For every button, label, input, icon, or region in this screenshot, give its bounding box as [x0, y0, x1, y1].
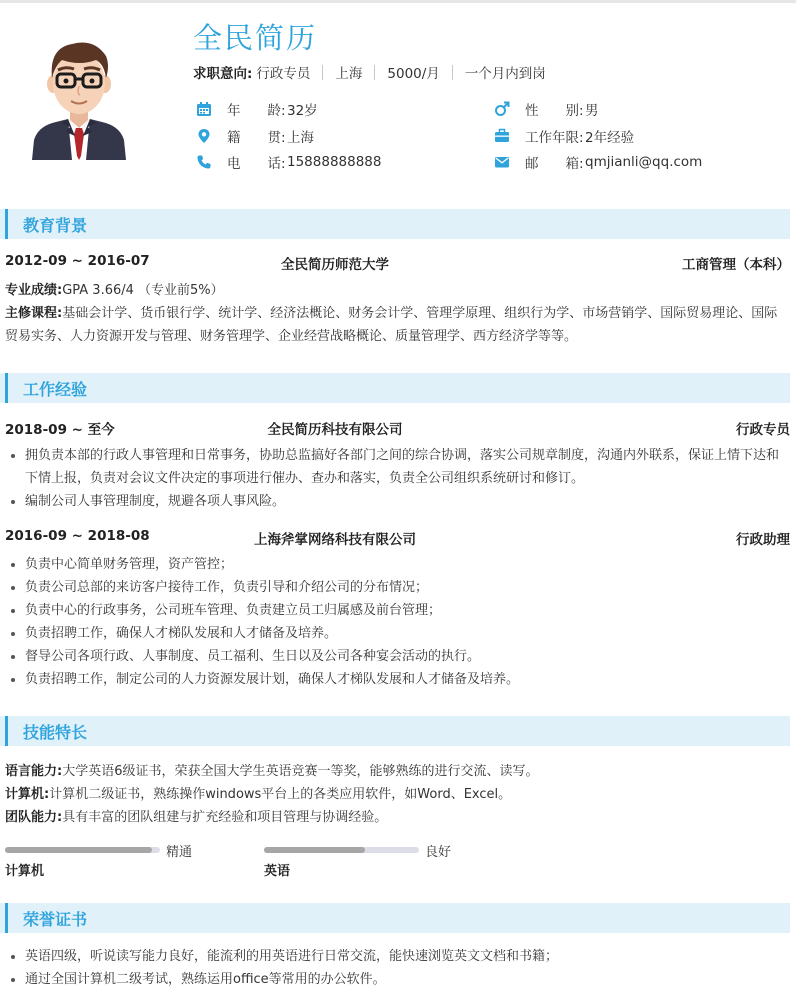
skill-level-label: 良好 — [425, 845, 452, 860]
info-value: 32岁 — [287, 103, 318, 119]
skill-text: 计算机二级证书，熟练操作windows平台上的各类应用软件，如Word、Excel。 — [49, 787, 512, 802]
gpa-line — [5, 279, 790, 302]
skill-text: 大学英语6级证书，荣获全国大学生英语竞赛一等奖，能够熟练的进行交流、读写。 — [62, 764, 539, 779]
courses-label: 主修课程: — [5, 306, 63, 321]
phone-icon — [195, 153, 213, 171]
intent-position: 行政专员 — [256, 66, 311, 82]
section-title: 工作经验 — [23, 380, 88, 399]
section-title: 技能特长 — [23, 723, 88, 742]
gpa-value: GPA 3.66/4 （专业前5%） — [62, 283, 224, 298]
job-company: 全民简历科技有限公司 — [267, 422, 403, 438]
list-item: 督导公司各项行政、人事制度、员工福利、生日以及公司各种宴会活动的执行。 — [5, 645, 790, 668]
skill-level-fill — [264, 847, 365, 853]
skill-level-bar — [5, 847, 160, 853]
skill-line — [5, 760, 790, 783]
skill-name: 英语 — [264, 864, 291, 879]
education-period: 2012-09 ~ 2016-07 — [5, 253, 150, 269]
courses-line — [5, 302, 790, 348]
list-item: 负责招聘工作，制定公司的人力资源发展计划，确保人才梯队发展和人才储备及培养。 — [5, 668, 790, 691]
education-details — [5, 279, 790, 348]
job-period: 2018-09 ~ 至今 — [5, 422, 115, 438]
intent-divider — [322, 65, 323, 80]
location-pin-icon — [195, 127, 213, 145]
info-gender — [493, 99, 599, 119]
info-email — [493, 152, 702, 172]
list-item: 英语四级，听说读写能力良好，能流利的用英语进行日常交流，能快速浏览英文文档和书籍； — [5, 945, 790, 968]
list-item: 通过全国计算机二级考试，熟练运用office等常用的办公软件。 — [5, 968, 790, 991]
intent-availability: 一个月内到岗 — [464, 66, 546, 82]
job-duties — [5, 444, 790, 513]
skill-level-fill — [5, 847, 152, 853]
list-item: 编制公司人事管理制度，规避各项人事风险。 — [5, 490, 790, 513]
info-label: 性 别: — [525, 103, 584, 119]
skill-label: 计算机: — [5, 787, 50, 802]
gpa-label: 专业成绩: — [5, 283, 63, 298]
education-major: 工商管理（本科） — [682, 257, 790, 273]
honors-list — [5, 945, 790, 991]
section-accent-bar — [5, 209, 8, 239]
info-experience — [493, 126, 634, 146]
info-hometown — [195, 126, 314, 146]
list-item: 负责中心的行政事务，公司班车管理、负责建立员工归属感及前台管理； — [5, 599, 790, 622]
job-duties — [5, 553, 790, 691]
education-school: 全民简历师范大学 — [281, 257, 389, 273]
section-honors-header — [0, 903, 790, 933]
list-item: 负责招聘工作，确保人才梯队发展和人才储备及培养。 — [5, 622, 790, 645]
section-work-header — [0, 373, 790, 403]
section-title: 教育背景 — [23, 216, 88, 235]
skill-line — [5, 783, 790, 806]
info-age — [195, 99, 318, 119]
job-period: 2016-09 ~ 2018-08 — [5, 528, 150, 544]
info-value: 15888888888 — [287, 154, 382, 170]
courses-value: 基础会计学、货币银行学、统计学、经济法概论、财务会计学、管理学原理、组织行为学、市场营销学、国际贸易理论、国际贸易实务、人力资源开发与管理、财务管理学、企业经营战略概论、质量管理学、西方经济学等等。 — [5, 306, 778, 344]
job-position: 行政助理 — [736, 532, 790, 548]
job-intent — [193, 62, 546, 82]
skill-label: 团队能力: — [5, 810, 63, 825]
job-row — [5, 528, 790, 548]
info-value: 上海 — [287, 130, 314, 146]
candidate-name: 全民简历 — [193, 21, 318, 55]
skill-name: 计算机 — [5, 864, 45, 879]
skill-line — [5, 806, 790, 829]
job-company: 上海斧掌网络科技有限公司 — [254, 532, 416, 548]
info-label: 电 话: — [227, 156, 286, 172]
info-value: qmjianli@qq.com — [585, 154, 703, 170]
info-label: 工作年限: — [525, 130, 584, 146]
section-title: 荣誉证书 — [23, 910, 88, 929]
skill-level-label: 精通 — [166, 845, 193, 860]
intent-divider — [374, 65, 375, 80]
intent-city: 上海 — [335, 66, 363, 82]
section-skills-header — [0, 716, 790, 746]
info-label: 年 龄: — [227, 103, 286, 119]
list-item: 负责中心简单财务管理，资产管控； — [5, 553, 790, 576]
mail-icon — [493, 153, 511, 171]
briefcase-icon — [493, 127, 511, 145]
info-label: 籍 贯: — [227, 130, 286, 146]
calendar-icon — [195, 100, 213, 118]
info-label: 邮 箱: — [525, 156, 584, 172]
intent-salary: 5000/月 — [387, 66, 440, 82]
skill-label: 语言能力: — [5, 764, 63, 779]
avatar — [22, 28, 137, 160]
intent-divider — [452, 65, 453, 80]
job-position: 行政专员 — [736, 422, 790, 438]
section-education-header — [0, 209, 790, 239]
job-intent-label: 求职意向: — [193, 66, 253, 82]
info-phone — [195, 152, 381, 172]
list-item: 负责公司总部的来访客户接待工作，负责引导和介绍公司的分布情况； — [5, 576, 790, 599]
skill-text: 具有丰富的团队组建与扩充经验和项目管理与协调经验。 — [62, 810, 388, 825]
section-accent-bar — [5, 903, 8, 933]
skill-level-bar — [264, 847, 419, 853]
education-row — [5, 253, 790, 273]
job-row — [5, 418, 790, 438]
male-icon — [493, 100, 511, 118]
section-accent-bar — [5, 716, 8, 746]
info-value: 2年经验 — [585, 130, 635, 146]
section-accent-bar — [5, 373, 8, 403]
info-value: 男 — [585, 103, 599, 119]
skills-details — [5, 760, 790, 829]
list-item: 拥负责本部的行政人事管理和日常事务，协助总监搞好各部门之间的综合协调，落实公司规章制度，沟通内外联系，保证上情下达和下情上报，负责对会议文件决定的事项进行催办、查办和落实，负责全公司组织系统研讨和修订。 — [5, 444, 790, 490]
top-divider — [0, 0, 796, 3]
